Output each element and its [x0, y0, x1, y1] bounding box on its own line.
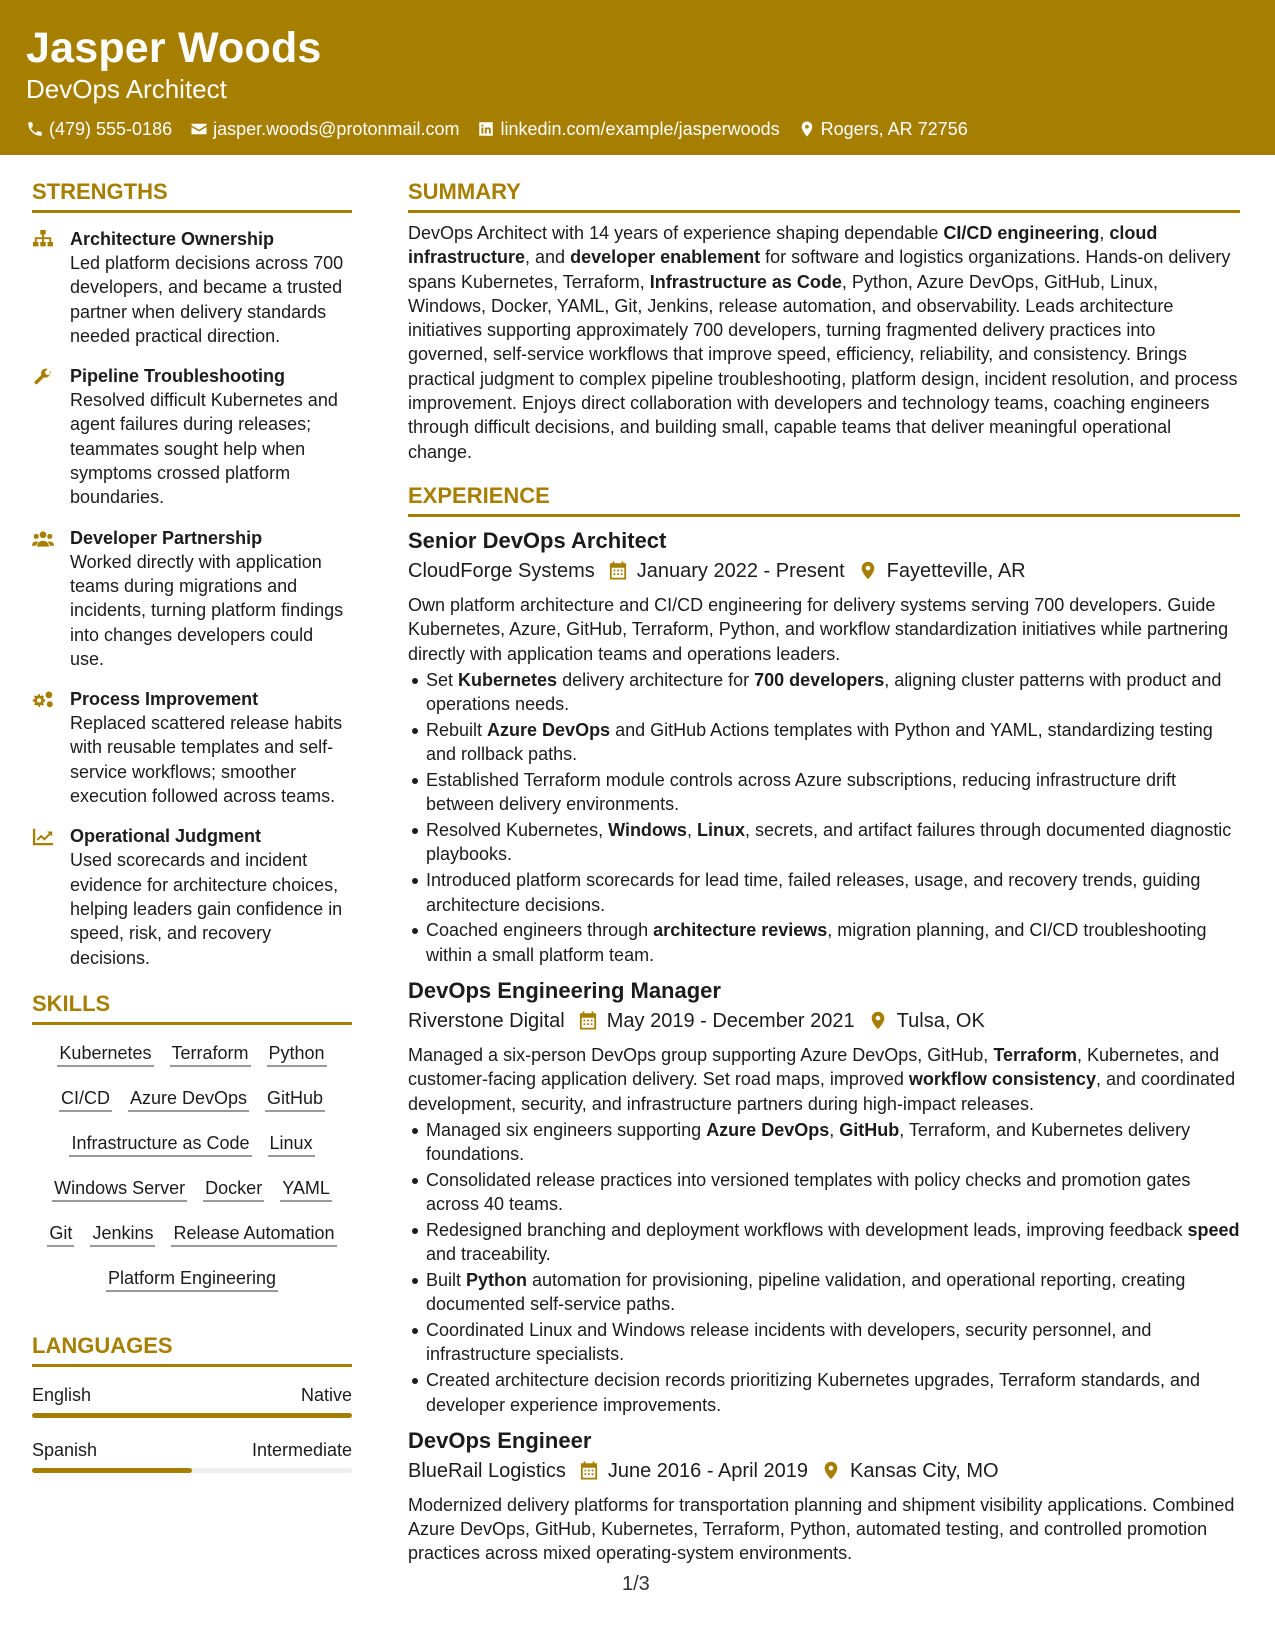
strength-item	[32, 227, 352, 348]
strength-title: Pipeline Troubleshooting	[70, 366, 286, 387]
language-proficiency-fill	[32, 1413, 352, 1418]
contact-location	[798, 118, 968, 140]
email-address[interactable]: jasper.woods@protonmail.com	[213, 119, 460, 139]
strength-item	[32, 687, 352, 808]
calendar-icon	[580, 1461, 598, 1480]
bullet-item: Coordinated Linux and Windows release incidents with developers, security personnel, and infrastructure specialists.	[408, 1318, 1240, 1367]
skill-tag: Release Automation	[171, 1221, 336, 1247]
sitemap-icon	[32, 230, 54, 250]
skill-tag: CI/CD	[59, 1086, 112, 1112]
strengths-heading: STRENGTHS	[32, 178, 352, 213]
experience-heading: EXPERIENCE	[408, 482, 1240, 517]
skills-section	[32, 990, 352, 1292]
bullet-item: Established Terraform module controls across Azure subscriptions, reducing infrastructure drift between delivery environments.	[408, 768, 1240, 817]
bullet-item: Consolidated release practices into versioned templates with policy checks and promotion gates across 40 teams.	[408, 1168, 1240, 1217]
job-location: Tulsa, OK	[896, 1009, 985, 1032]
job-description: Own platform architecture and CI/CD engineering for delivery systems serving 700 developers. Guide Kubernetes, Azure, GitHub, Terraform, Python, and workflow standardization initiatives while partnering directly with application teams and operations leaders.	[408, 594, 1229, 664]
job-title: DevOps Engineer	[408, 1427, 592, 1453]
chart-line-icon	[32, 827, 54, 847]
map-pin-icon	[859, 561, 877, 580]
candidate-title: DevOps Architect	[26, 74, 227, 104]
job-location: Fayetteville, AR	[886, 559, 1026, 582]
job-entry	[408, 527, 1240, 967]
company-name: CloudForge Systems	[408, 559, 595, 582]
summary-text: DevOps Architect with 14 years of experience shaping dependable CI/CD engineering, cloud infrastructure, and developer enablement for software and logistics organizations. Hands-on delivery spans Kubernetes, Terraform, Infrastructure as Code, Python, Azure DevOps, GitHub, Linux, Windows, Docker, YAML, Git, Jenkins, release automation, and observability. Leads architecture initiatives supporting approximately 700 developers, turning fragmented delivery practices into governed, self-service workflows that improve speed, efficiency, reliability, and consistency. Brings practical judgment to complex pipeline troubleshooting, platform design, incident resolution, and process improvement. Enjoys direct collaboration with developers and technology teams, coaching engineers through difficult decisions, and building small, capable teams that deliver meaningful operational change.	[408, 223, 1238, 462]
right-column	[408, 178, 1240, 1566]
language-item	[32, 1438, 352, 1473]
summary-heading: SUMMARY	[408, 178, 1240, 213]
job-meta	[408, 557, 1240, 585]
skill-tag: Linux	[268, 1131, 315, 1157]
language-proficiency-fill	[32, 1468, 192, 1473]
bullet-item: Redesigned branching and deployment workflows with development leads, improving feedback speed and traceability.	[408, 1218, 1240, 1267]
strength-title: Process Improvement	[70, 689, 259, 710]
phone-number: (479) 555-0186	[49, 119, 173, 139]
strength-title: Developer Partnership	[70, 527, 263, 548]
bullet-item: Managed six engineers supporting Azure DevOps, GitHub, Terraform, and Kubernetes delivery foundations.	[408, 1118, 1240, 1167]
languages-section	[32, 1332, 352, 1473]
calendar-icon	[609, 561, 627, 580]
linkedin-icon	[477, 120, 495, 138]
candidate-name: Jasper Woods	[26, 24, 322, 72]
job-meta	[408, 1007, 1240, 1035]
page-number: 1/3	[622, 1573, 650, 1595]
job-dates: May 2019 - December 2021	[606, 1009, 855, 1032]
skill-tag: Kubernetes	[57, 1041, 153, 1067]
strength-title: Operational Judgment	[70, 826, 262, 847]
strength-desc: Replaced scattered release habits with reusable templates and self-service workflows; smoother execution followed across teams.	[70, 713, 343, 807]
skills-heading: SKILLS	[32, 990, 352, 1025]
skill-tag: Jenkins	[90, 1221, 155, 1247]
skill-tag: Azure DevOps	[128, 1086, 249, 1112]
strength-title: Architecture Ownership	[70, 229, 275, 249]
map-pin-icon	[798, 120, 816, 138]
company-name: Riverstone Digital	[408, 1009, 565, 1032]
job-entry	[408, 977, 1240, 1417]
job-title: DevOps Engineering Manager	[408, 977, 721, 1003]
job-title: Senior DevOps Architect	[408, 527, 667, 553]
strength-desc: Worked directly with application teams during migrations and incidents, turning platform findings into changes developers could use.	[70, 551, 344, 669]
map-pin-icon	[822, 1461, 840, 1480]
bullet-item: Coached engineers through architecture reviews, migration planning, and CI/CD troubleshooting within a small platform team.	[408, 918, 1240, 967]
phone-icon	[26, 120, 44, 138]
resume-header	[0, 0, 1275, 155]
skill-tag: Docker	[203, 1176, 264, 1202]
left-column	[32, 178, 352, 1493]
job-meta	[408, 1457, 1240, 1485]
envelope-icon	[190, 120, 208, 138]
language-proficiency-bar	[32, 1468, 352, 1473]
job-description: Modernized delivery platforms for transportation planning and shipment visibility applications. Combined Azure DevOps, GitHub, Kubernetes, Terraform, Python, automated testing, and controlled promotion practices across mixed operating-system environments.	[408, 1494, 1235, 1564]
language-level: Native	[300, 1384, 352, 1405]
company-name: BlueRail Logistics	[408, 1459, 566, 1482]
skill-tag: Platform Engineering	[106, 1266, 278, 1292]
job-description: Managed a six-person DevOps group supporting Azure DevOps, GitHub, Terraform, Kubernetes, and customer-facing application delivery. Set road maps, improved workflow consistency, and coordinated development, security, and infrastructure partners during high-impact releases.	[408, 1044, 1236, 1114]
location-text: Rogers, AR 72756	[820, 119, 968, 139]
job-entry	[408, 1427, 1240, 1566]
job-bullets	[408, 668, 1240, 967]
skill-tag: Terraform	[170, 1041, 251, 1067]
contact-bar	[26, 118, 1249, 140]
bullet-item: Set Kubernetes delivery architecture for 700 developers, aligning cluster patterns with product and operations needs.	[408, 668, 1240, 717]
contact-email[interactable]	[190, 118, 459, 140]
skill-tag: Windows Server	[52, 1176, 187, 1202]
skill-tag: Infrastructure as Code	[69, 1131, 251, 1157]
job-location: Kansas City, MO	[850, 1459, 999, 1482]
strength-desc: Led platform decisions across 700 developers, and became a trusted partner when delivery standards needed practical direction.	[70, 253, 344, 346]
bullet-item: Built Python automation for provisioning, pipeline validation, and operational reporting, creating documented self-service paths.	[408, 1268, 1240, 1317]
job-bullets	[408, 1118, 1240, 1417]
skill-tag: Git	[47, 1221, 74, 1247]
language-name: Spanish	[32, 1439, 98, 1460]
bullet-item: Rebuilt Azure DevOps and GitHub Actions templates with Python and YAML, standardizing testing and rollback paths.	[408, 718, 1240, 767]
wrench-icon	[32, 367, 54, 387]
contact-phone	[26, 118, 172, 140]
strength-desc: Used scorecards and incident evidence for architecture choices, helping leaders gain confidence in speed, risk, and recovery decisions.	[70, 850, 343, 968]
language-name: English	[32, 1384, 92, 1405]
skill-tag: GitHub	[265, 1086, 325, 1112]
cogs-icon	[32, 690, 54, 710]
users-icon	[32, 529, 54, 549]
strength-item	[32, 824, 352, 969]
strengths-list	[32, 227, 352, 970]
job-dates: January 2022 - Present	[636, 559, 845, 582]
job-dates: June 2016 - April 2019	[607, 1459, 809, 1482]
bullet-item: Resolved Kubernetes, Windows, Linux, secrets, and artifact failures through documented diagnostic playbooks.	[408, 818, 1240, 867]
skill-tag: YAML	[280, 1176, 332, 1202]
languages-heading: LANGUAGES	[32, 1332, 352, 1367]
strength-item	[32, 526, 352, 671]
language-level: Intermediate	[251, 1439, 352, 1460]
strength-desc: Resolved difficult Kubernetes and agent failures during releases; teammates sought help when symptoms crossed platform boundaries.	[70, 390, 338, 508]
bullet-item: Created architecture decision records prioritizing Kubernetes upgrades, Terraform standards, and developer experience improvements.	[408, 1368, 1240, 1417]
language-proficiency-bar	[32, 1413, 352, 1418]
map-pin-icon	[869, 1011, 887, 1030]
experience-section	[408, 482, 1240, 1566]
strength-item	[32, 364, 352, 509]
skill-tag: Python	[267, 1041, 327, 1067]
linkedin-url[interactable]: linkedin.com/example/jasperwoods	[500, 119, 780, 139]
calendar-icon	[579, 1011, 597, 1030]
bullet-item: Introduced platform scorecards for lead time, failed releases, usage, and recovery trends, guiding architecture decisions.	[408, 868, 1240, 917]
skills-list	[32, 1041, 352, 1292]
contact-linkedin[interactable]	[477, 118, 779, 140]
language-item	[32, 1383, 352, 1418]
